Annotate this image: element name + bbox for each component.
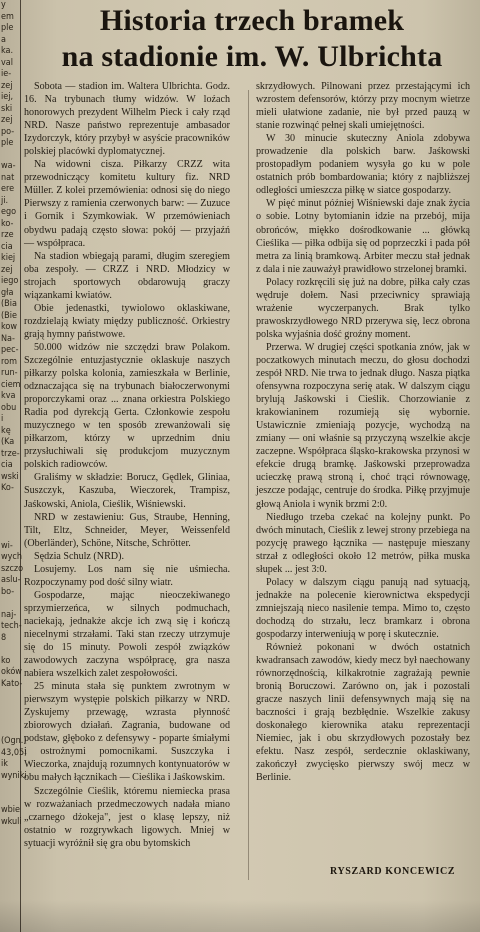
margin-fragment: nat (1, 172, 15, 183)
margin-fragment: kiej (1, 253, 16, 263)
margin-fragment: cia (1, 241, 13, 252)
margin-fragment: (Bie (1, 310, 17, 321)
article-paragraph: Szczególnie Cieślik, któremu niemiecka prasa w rozważaniach przedmeczowych nadała miano „czarnego dżokeja", jest o klasę lepszy, niż ostatnio w rozgrywkach ligowych. Mniej w sytuacji wyróżnił się gra obu bytomskich (24, 785, 230, 849)
article-paragraph: Sędzia Schulz (NRD). (34, 550, 124, 562)
article-paragraph: Polacy w dalszym ciągu panują nad sytuacją, jednakże na polecenie kierownictwa ekspedycji zmniejszają nieco nasilenie tempa. Mimo to, często dochodzą do strzału, lecz bramkarz i obrona gospodarzy interweniują w porę i skutecznie. (256, 576, 470, 640)
article-paragraph: W pięć minut później Wiśniewski daje znak życia o sobie. Lotny bytomianin idzie na przebój, mija obrońców, miękko dośrodkowanie ... główką Cieślika — piłka odbija się od poprzeczki i pada pół metra za linią bramkową. Arbiter meczu stał jednak z dala i nie zauważył prawidłowo strzelonej bramki. (256, 198, 470, 275)
headline-line-1: Historia trzech bramek (99, 4, 405, 37)
margin-fragment: 43,05; (1, 747, 27, 758)
margin-fragment: tech- (1, 621, 22, 631)
margin-fragment: ko (1, 655, 11, 666)
article-column-left (24, 80, 230, 850)
margin-fragment: iej, (1, 92, 14, 102)
margin-fragment: a (1, 34, 6, 45)
margin-fragment: wi- (1, 540, 13, 551)
margin-fragment: naj- (1, 609, 17, 620)
margin-fragment: kę (1, 425, 11, 436)
article-paragraph: Losujemy. Los nam się nie uśmiecha. Rozpoczynamy pod dość silny wiatr. (24, 563, 230, 588)
margin-fragment: gła (1, 287, 14, 298)
margin-fragment: ka. (1, 46, 14, 56)
margin-fragment: cia (1, 460, 13, 470)
margin-fragment: ego (1, 207, 17, 217)
margin-fragment (1, 702, 20, 714)
article-paragraph: 25 minuta stała się punktem zwrotnym w pierwszym występie polskich piłkarzy w NRD. Zyskujemy przewagę, wzrasta płynność zbiorowych działań. Zagrania, budowane od podstaw, głęboko z defensywy - poparte śmiałymi i ostrożnymi pomocnikami. Suszczyka i Wieczorka, znajdują rozumnych kontynuatorów w obu małych łącznikach — Cieślika i Jaśkowskim. (24, 681, 230, 784)
article-paragraph: Sobota — stadion im. Waltera Ulbrichta. Godz. 16. Na trybunach tłumy widzów. W loźach honorowych prezydent Wilhelm Pieck i cały rząd NRD. Nasze państwo reprezentuje ambasador Izydorczyk, który przybył w asyście pracowników polskiej placówki dyplomatycznej. (24, 81, 230, 158)
margin-fragment: 8 (1, 632, 7, 643)
margin-fragment: ere (1, 184, 15, 194)
margin-fragment: ski (1, 103, 13, 114)
article-paragraph: Na stadion wbiegają parami, długim szeregiem oba zespoły. — CRZZ i NRD. Młodzicy w strojach sportowych obdarowują graczy wiązankami kwiatów. (24, 250, 230, 301)
margin-fragment (1, 794, 20, 806)
article-paragraph: Gospodarze, mając nieoczekiwanego sprzymierzeńca, w silnych podmuchach, naciekają, jednakże akcje ich zwą się i kończą niecelnymi strzałami. Taki stan rzeczy utrzymuje się do 15 minuty. Powoli zespół związków zawodowych zaczyna współpracę, gra nasza nabiera wszelkich zalet zespołowości. (24, 589, 230, 680)
margin-fragment: y (1, 0, 6, 10)
article-paragraph: skrzydłowych. Pilnowani przez przestającymi ich wzrostem defensorów, którzy przy mocnym wietrze mieli ułatwione zadanie, nie był przed pauzą w stanie rozwinąć pełnej skali umiejętności. (256, 81, 470, 132)
margin-fragment: ple (1, 138, 14, 148)
margin-fragment: oków (1, 667, 22, 677)
margin-fragment: szczo (1, 563, 24, 574)
margin-fragment: ko- (1, 218, 14, 229)
margin-fragment: trze- (1, 448, 20, 459)
margin-fragment (1, 529, 20, 541)
margin-fragment: em (1, 11, 14, 22)
column-divider (248, 90, 249, 880)
margin-fragment: rom (1, 356, 17, 367)
margin-fragment (1, 150, 20, 162)
article-paragraph: Graliśmy w składzie: Borucz, Gędlek, Gliniaa, Suszczyk, Kaszuba, Wieczorek, Trampisz, Jaśkowski, Aniola, Cieślik, Wiśniewski. (24, 472, 230, 510)
margin-fragment: wbie (1, 805, 20, 815)
article-paragraph: Również pokonani w dwóch ostatnich kwadransach zawodów, kiedy mecz był naechowany równorzędnością, kilkakrotnie zagrażają pewnie bronią Boruczowi. Zarówno on, jak i pozostali gracze naszych linii defensywnych mają się na baczności i grają bezbłędnie. Wszelkie zakusy doskonałego kierownika ataku reprezentacji Niemiec, jak i obu skrzydłowych pozostały bez efektu. Nasz zespół, serdecznie oklaskiwany, zakończył zwycięsko pierwszy swój mecz w Berlinie. (256, 642, 470, 784)
margin-fragment: Kato- (1, 678, 23, 689)
margin-fragment: run- (1, 368, 18, 378)
margin-fragment: wa- (1, 161, 16, 171)
margin-fragment (1, 725, 20, 737)
margin-fragment (1, 644, 20, 656)
margin-fragment (1, 518, 20, 530)
article-paragraph: W 30 minucie skuteczny Aniola zdobywa prowadzenie dla polskich barw. Jaśkowski prostopadłym podaniem wysyła go ku w pole ostatnich prób bombardowania; który z najbliższej odległości umieszcza piłkę w siatce gospodarzy. (256, 133, 470, 197)
margin-fragment: ji. (1, 195, 9, 206)
margin-fragment: (Ogn.) (1, 736, 27, 746)
margin-fragment: zej (1, 115, 13, 125)
margin-fragment: (Bia (1, 299, 17, 309)
margin-fragment (1, 782, 20, 794)
margin-fragment: obu (1, 402, 17, 413)
margin-fragment (1, 690, 20, 702)
article-paragraph: Niedługo trzeba czekać na kolejny punkt. Po dwóch minutach, Cieślik z lewej strony przebiega na pozycję prawego łącznika — następuje mieszany strzał z odległości około 12 metrów, piłka muska słupek ... jest 3:0. (256, 511, 470, 575)
margin-fragment: wych (1, 552, 22, 562)
article-paragraph: Obie jedenastki, tywiolowo oklaskiwane, rozdzielają kwiaty między publiczność. Orkiestry grają hymny państwowe. (24, 302, 230, 340)
margin-fragment: Na- (1, 333, 15, 344)
margin-fragment: ik (1, 759, 8, 769)
margin-fragment: wkuli (1, 816, 22, 827)
margin-fragment: iego (1, 276, 19, 286)
margin-fragment: po- (1, 126, 15, 137)
margin-fragment: aslu- (1, 575, 21, 585)
margin-fragment: kva (1, 391, 16, 401)
margin-fragment (1, 598, 20, 610)
article-headline (24, 4, 480, 74)
margin-fragment: kow (1, 322, 17, 332)
margin-fragment (1, 495, 20, 507)
margin-fragment: wyniki (1, 770, 27, 781)
margin-fragment: ciem (1, 379, 21, 390)
article-column-right (256, 80, 470, 785)
margin-fragment: (Ka (1, 437, 15, 447)
margin-fragment: bo- (1, 586, 15, 597)
article-paragraph: Polacy rozkręcili się już na dobre, piłka cały czas wędruje dołem. Nasi przeciwnicy sprawiają wrażenie wyczerpanych. Brak tylko prawoskrzydłowego NRD przerywa się, lecz obrona polska wyjaśnia dość groźny moment. (256, 276, 470, 340)
margin-fragment: wski (1, 471, 19, 482)
article-paragraph: Przerwa. W drugiej części spotkania znów, jak w poczatkowych minutach meczu, do głosu dochodzi zespół NRD. Nie trwa to jednak długo. Nasza piątka ofensywna rozpoczyna serię atak. W dalszym ciągu brylują Jaśkowski i Cieślik. Chorzowianie z krakowianinem rozumieją się wybornie. Ustawicznie zmieniają pozycje, wychodzą na zmiany — oni właśnie są przyczyną wszelkie akcje zaczepne. Współpraca śląsko-krakowska przynosi w efekcie drugą bramkę. Jaśkowski przeprowadza ucieczkę prawą stroną i, choć trąci równowagę, jeszcze podając, centruje do środka. Piłkę przyjmuje głową Aniola i wynik brzmi 2:0. (256, 341, 470, 510)
page-edge-shadow (0, 900, 480, 932)
margin-fragment: val (1, 57, 14, 68)
headline-line-2: na stadionie im. W. Ulbrichta (61, 40, 443, 73)
margin-fragment: Ko- (1, 483, 14, 493)
margin-fragment: ie- (1, 69, 12, 79)
margin-fragment: zej (1, 80, 13, 91)
margin-fragment: i (1, 414, 4, 424)
article-paragraph: 50.000 widzów nie szczędzi braw Polakom. Szczególnie entuzjastycznie oklaskuje naszych piłkarzy polska kolonia, zamieszkała w Berlinie, odznaczająca się na trybunach białoczerwonymi proporczykami oraz ... znana orkiestra Polskiego Radia pod dyrekcją Gerta. Członkowie zespołu muzycznego w ten sposób zrewanżowali się piłkarzom, którzy w uprzednim dniu przysłuchiwali się produkcjom muzycznym polskich radiowców. (24, 341, 230, 471)
margin-fragment (1, 713, 20, 725)
margin-fragment: pec- (1, 345, 19, 355)
left-margin-column (0, 0, 27, 932)
margin-fragment: ple (1, 23, 14, 33)
article-paragraph: Na widowni cisza. Piłkarzy CRZZ wita przewodniczący komitetu kultury fiz. NRD Müller. Z kolei przemówienia: odnosi się do niego Pierwszy z ramienia czerwonych barw: — Zuzuce i Gornik i Szymkowiak. W przemówieniach obydwu padają często słowa: pokój — przyjaźń — współpraca. (24, 159, 230, 249)
article-paragraph: NRD w zestawieniu: Gus, Straube, Henning, Tilt, Eltz, Schneider, Meyer, Weissenfeld (Oberländer), Schöne, Nitsche, Schrötter. (24, 511, 230, 549)
author-signature: RYSZARD KONCEWICZ (330, 866, 456, 877)
margin-fragment: rze (1, 230, 14, 240)
margin-fragment: zej (1, 264, 13, 275)
margin-fragment (1, 506, 20, 518)
